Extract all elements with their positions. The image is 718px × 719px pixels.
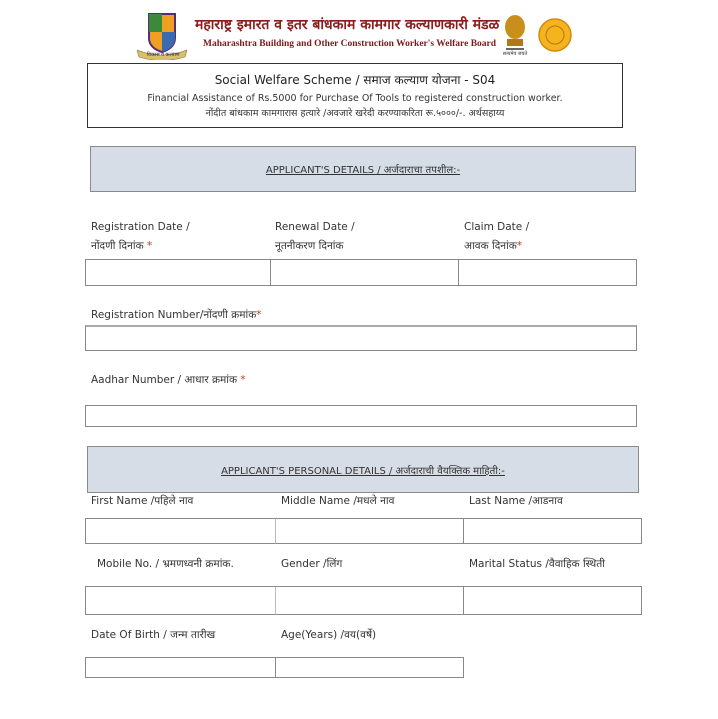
board-name-marathi: महाराष्ट्र इमारत व इतर बांधकाम कामगार कल्याणकारी मंडळ: [195, 17, 500, 33]
last-name-input[interactable]: [463, 518, 642, 544]
applicant-details-heading: APPLICANT'S DETAILS / अर्जदाराचा तपशील:-: [90, 146, 636, 192]
registration-number-input[interactable]: [85, 325, 637, 351]
scheme-box: [87, 63, 623, 128]
marital-status-select[interactable]: [463, 586, 642, 615]
maharashtra-seal: [538, 18, 572, 52]
emblem-caption: सत्यमेव जयते: [502, 51, 528, 57]
marital-status-label: Marital Status /वैवाहिक स्थिती: [469, 558, 605, 570]
middle-name-input[interactable]: [275, 518, 464, 544]
age-label: Age(Years) /वय(वर्षे): [281, 629, 377, 641]
mobile-input[interactable]: [85, 586, 276, 615]
gender-label: Gender /लिंग: [281, 558, 343, 570]
logo-motto: विकास व कल्याण: [147, 52, 180, 58]
claim-date-input[interactable]: [458, 259, 637, 286]
registration-number-label: Registration Number/नोंदणी क्रमांक*: [91, 309, 262, 321]
board-logo: [137, 12, 187, 60]
mobile-label: Mobile No. / भ्रमणध्वनी क्रमांक.: [97, 558, 234, 570]
claim-date-label: Claim Date / आवक दिनांक*: [464, 221, 530, 252]
scheme-description-marathi: नोंदीत बांधकाम कामगारास हत्यारे /अवजारे खरेदी करण्याकरिता रू.५०००/-. अर्थसहाय्य: [205, 108, 505, 119]
registration-date-input[interactable]: [85, 259, 271, 286]
dob-input[interactable]: [85, 657, 276, 678]
renewal-date-label: Renewal Date / नूतनीकरण दिनांक: [275, 221, 355, 252]
first-name-label: First Name /पहिले नाव: [91, 495, 194, 507]
aadhar-number-input[interactable]: [85, 405, 637, 427]
registration-date-label: Registration Date / नोंदणी दिनांक *: [91, 221, 190, 252]
last-name-label: Last Name /आडनाव: [469, 495, 563, 507]
personal-details-heading: APPLICANT'S PERSONAL DETAILS / अर्जदाराची वैयक्तिक माहिती:-: [87, 446, 639, 493]
scheme-description-english: Financial Assistance of Rs.5000 for Purchase Of Tools to registered construction worker.: [147, 93, 563, 104]
renewal-date-input[interactable]: [270, 259, 459, 286]
national-emblem: [498, 13, 532, 58]
first-name-input[interactable]: [85, 518, 276, 544]
gender-select[interactable]: [275, 586, 464, 615]
dob-label: Date Of Birth / जन्म तारीख: [91, 629, 216, 641]
board-name-english: Maharashtra Building and Other Construction Worker's Welfare Board: [203, 39, 497, 49]
middle-name-label: Middle Name /मधले नाव: [281, 495, 395, 507]
scheme-title: Social Welfare Scheme / समाज कल्याण योजना - S04: [214, 73, 496, 87]
age-input[interactable]: [275, 657, 464, 678]
aadhar-number-label: Aadhar Number / आधार क्रमांक *: [91, 374, 246, 386]
